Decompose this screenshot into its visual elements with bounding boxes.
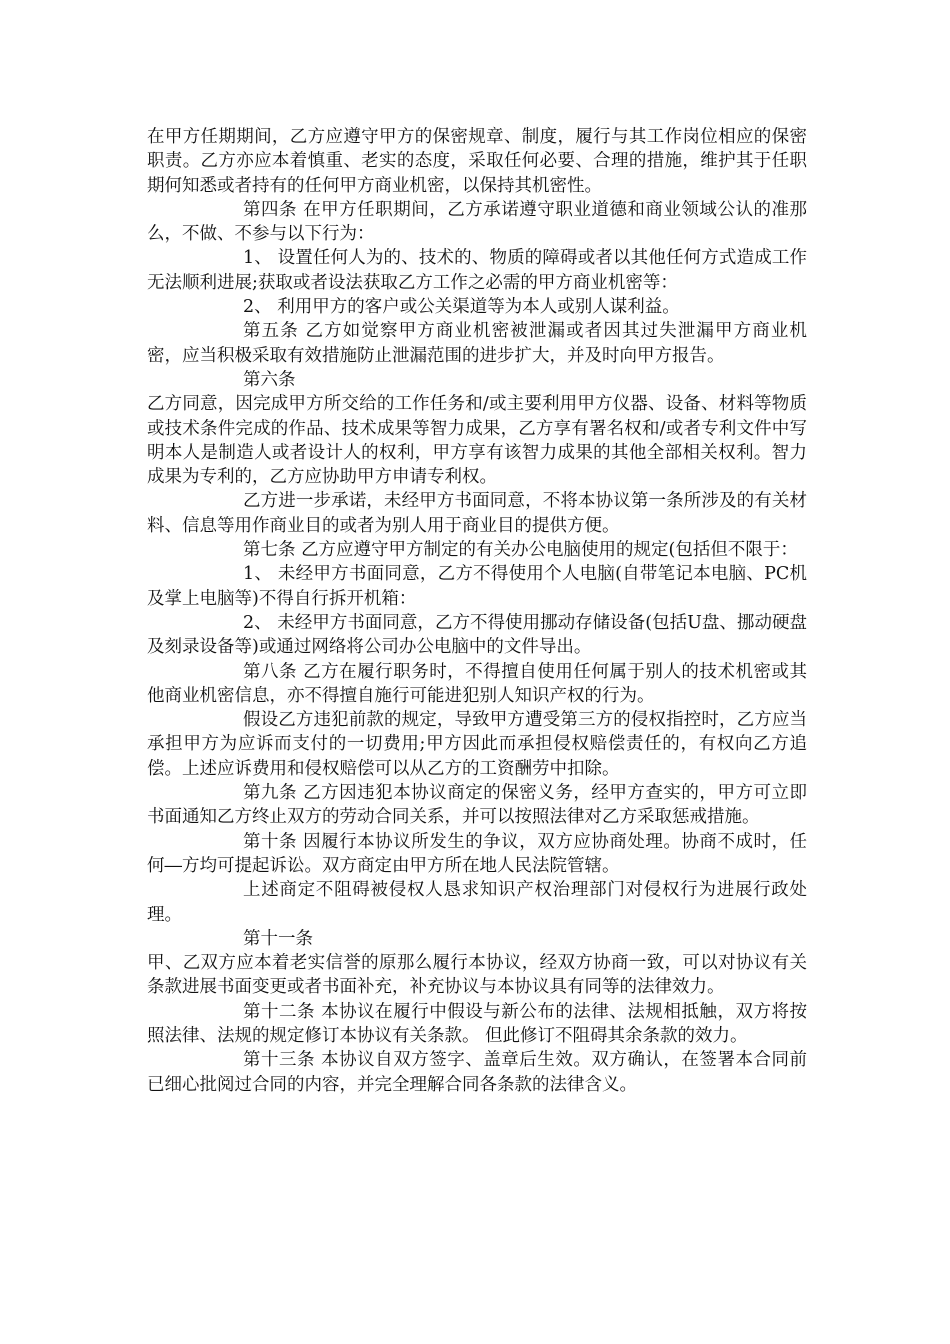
paragraph: 上述商定不阻碍被侵权人恳求知识产权治理部门对侵权行为进展行政处理。 <box>147 880 807 925</box>
paragraph-article-11: 甲、乙双方应本着老实信誉的原那么履行本协议，经双方协商一致，可以对协议有关条款进展书面变更或者书面补充，补充协议与本协议具有同等的法律效力。 <box>147 953 807 998</box>
paragraph-article-9: 第九条 乙方因违犯本协议商定的保密义务，经甲方查实的，甲方可立即书面通知乙方终止双方的劳动合同关系，并可以按照法律对乙方采取惩戒措施。 <box>147 783 807 828</box>
paragraph-article-11-heading: 第十一条 <box>243 928 313 949</box>
paragraph-article-6-heading: 第六条 <box>243 369 296 390</box>
paragraph-article-5: 第五条 乙方如觉察甲方商业机密被泄漏或者因其过失泄漏甲方商业机密，应当积极采取有效措施防止泄漏范围的进步扩大，并及时向甲方报告。 <box>147 321 807 366</box>
paragraph: 在甲方任期期间，乙方应遵守甲方的保密规章、制度，履行与其工作岗位相应的保密职责。乙方亦应本着慎重、老实的态度，采取任何必要、合理的措施，维护其于任职期何知悉或者持有的任何甲方商业机密，以保持其机密性。 <box>147 127 807 196</box>
paragraph-item-1: 1、 未经甲方书面同意，乙方不得使用个人电脑(自带笔记本电脑、PC机及掌上电脑等)不得自行拆开机箱： <box>147 564 807 609</box>
paragraph-article-4: 第四条 在甲方任职期间，乙方承诺遵守职业道德和商业领域公认的准那么，不做、不参与以下行为： <box>147 199 807 245</box>
paragraph-article-12: 第十二条 本协议在履行中假设与新公布的法律、法规相抵触，双方将按照法律、法规的规定修订本协议有关条款。 但此修订不阻碍其余条款的效力。 <box>147 1001 807 1046</box>
paragraph: 乙方进一步承诺，未经甲方书面同意，不将本协议第一条所涉及的有关材料、信息等用作商业目的或者为别人用于商业目的提供方便。 <box>147 491 807 536</box>
paragraph-article-8: 第八条 乙方在履行职务时，不得擅自使用任何属于别人的技术机密或其他商业机密信息，亦不得擅自施行可能进犯别人知识产权的行为。 <box>147 661 807 706</box>
paragraph-article-10: 第十条 因履行本协议所发生的争议，双方应协商处理。协商不成时，任何―方均可提起诉讼。双方商定由甲方所在地人民法院管辖。 <box>147 831 807 876</box>
paragraph: 假设乙方违犯前款的规定，导致甲方遭受第三方的侵权指控时，乙方应当承担甲方为应诉而支付的一切费用;甲方因此而承担侵权赔偿责任的，有权向乙方追偿。上述应诉费用和侵权赔偿可以从乙方的工资酬劳中扣除。 <box>147 710 807 779</box>
paragraph-item-1: 1、 设置任何人为的、技术的、物质的障碍或者以其他任何方式造成工作无法顺利进展;获取或者设法获取乙方工作之必需的甲方商业机密等： <box>147 248 807 293</box>
paragraph-item-2: 2、 利用甲方的客户或公关渠道等为本人或别人谋利益。 <box>243 297 680 318</box>
document-body <box>147 125 807 1097</box>
paragraph-article-13: 第十三条 本协议自双方签字、盖章后生效。双方确认，在签署本合同前已细心批阅过合同的内容，并完全理解合同各条款的法律含义。 <box>147 1050 807 1095</box>
paragraph-article-6: 乙方同意，因完成甲方所交给的工作任务和/或主要利用甲方仪器、设备、材料等物质或技术条件完成的作品、技术成果等智力成果，乙方享有署名权和/或者专利文件中写明本人是制造人或者设计人的权利，甲方享有该智力成果的其他全部相关权利。智力成果为专利的，乙方应协助甲方申请专利权。 <box>147 394 807 488</box>
paragraph-article-7: 第七条 乙方应遵守甲方制定的有关办公电脑使用的规定(包括但不限于： <box>243 540 798 561</box>
paragraph-item-2: 2、 未经甲方书面同意，乙方不得使用挪动存储设备(包括U盘、挪动硬盘及刻录设备等)或通过网络将公司办公电脑中的文件导出。 <box>147 612 807 658</box>
